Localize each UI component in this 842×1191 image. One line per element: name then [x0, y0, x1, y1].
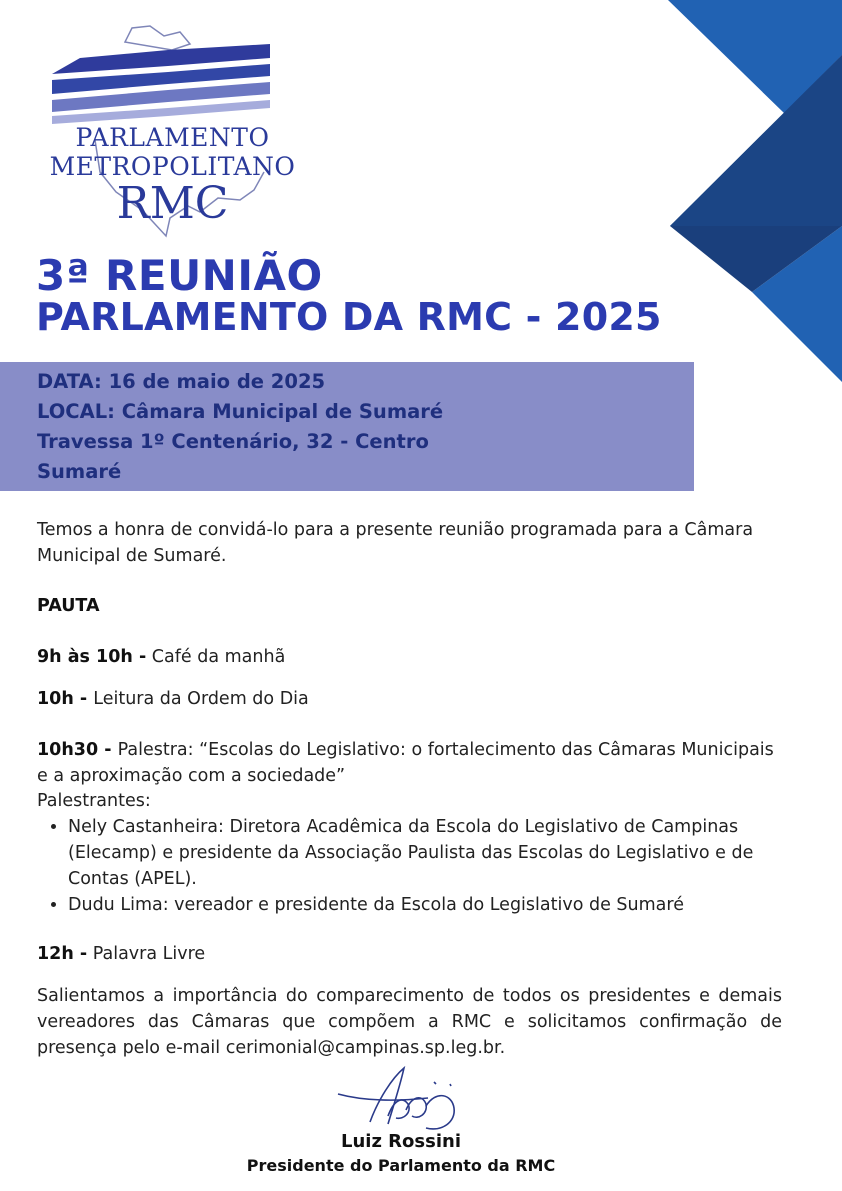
logo-text-rmc: RMC	[116, 178, 229, 229]
closing-text: Salientamos a importância do comparecimento de todos os presidentes e demais vereadores das Câmaras que compõem a RMC e solicitamos confirmação de presença pelo e-mail cerimonial@campinas.sp.leg.br.	[37, 986, 782, 1058]
agenda-text: Leitura da Ordem do Dia	[93, 689, 309, 709]
meeting-subtitle: PARLAMENTO DA RMC - 2025	[36, 295, 662, 339]
event-info-box	[0, 362, 694, 491]
handwritten-signature	[330, 1060, 470, 1135]
agenda-text: Café da manhã	[146, 647, 286, 667]
event-date: DATA: 16 de maio de 2025	[37, 370, 326, 393]
meeting-title: 3ª REUNIÃO	[36, 251, 323, 300]
speaker-item: • Dudu Lima: vereador e presidente da Escola do Legislativo de Sumaré	[68, 892, 813, 918]
event-location: LOCAL: Câmara Municipal de Sumaré	[37, 400, 444, 423]
signatory-name: Luiz Rossini	[340, 1131, 461, 1152]
logo-text-parlamento: PARLAMENTO	[75, 123, 270, 152]
event-city: Sumaré	[37, 460, 122, 483]
agenda-item	[37, 686, 782, 712]
agenda-heading: PAUTA	[37, 596, 100, 616]
agenda-time: 10h30 -	[37, 740, 118, 760]
logo-text-metropolitano: METROPOLITANO	[49, 152, 296, 181]
agenda-time: 10h -	[37, 689, 94, 709]
agenda-text: Palestra: “Escolas do Legislativo: o fortalecimento das Câmaras Municipais e a aproximação com a sociedade”	[37, 740, 774, 786]
speakers-list	[37, 814, 813, 918]
agenda-item	[37, 737, 782, 789]
speaker-item: • Nely Castanheira: Diretora Acadêmica da Escola do Legislativo de Campinas (Elecamp) e presidente da Associação Paulista das Escolas do Legislativo e de Contas (APEL).	[68, 814, 813, 892]
invitation-text: Temos a honra de convidá-lo para a presente reunião programada para a Câmara Municipal de Sumaré.	[37, 520, 754, 566]
speakers-label: Palestrantes:	[37, 791, 151, 811]
agenda-item	[37, 941, 782, 967]
agenda-time: 12h -	[37, 944, 88, 964]
event-address: Travessa 1º Centenário, 32 - Centro	[37, 430, 429, 453]
agenda-time: 9h às 10h -	[37, 647, 147, 667]
agenda-item	[37, 644, 782, 670]
signatory-role: Presidente do Parlamento da RMC	[246, 1156, 556, 1175]
parlamento-logo	[40, 22, 310, 242]
agenda-text: Palavra Livre	[87, 944, 206, 964]
